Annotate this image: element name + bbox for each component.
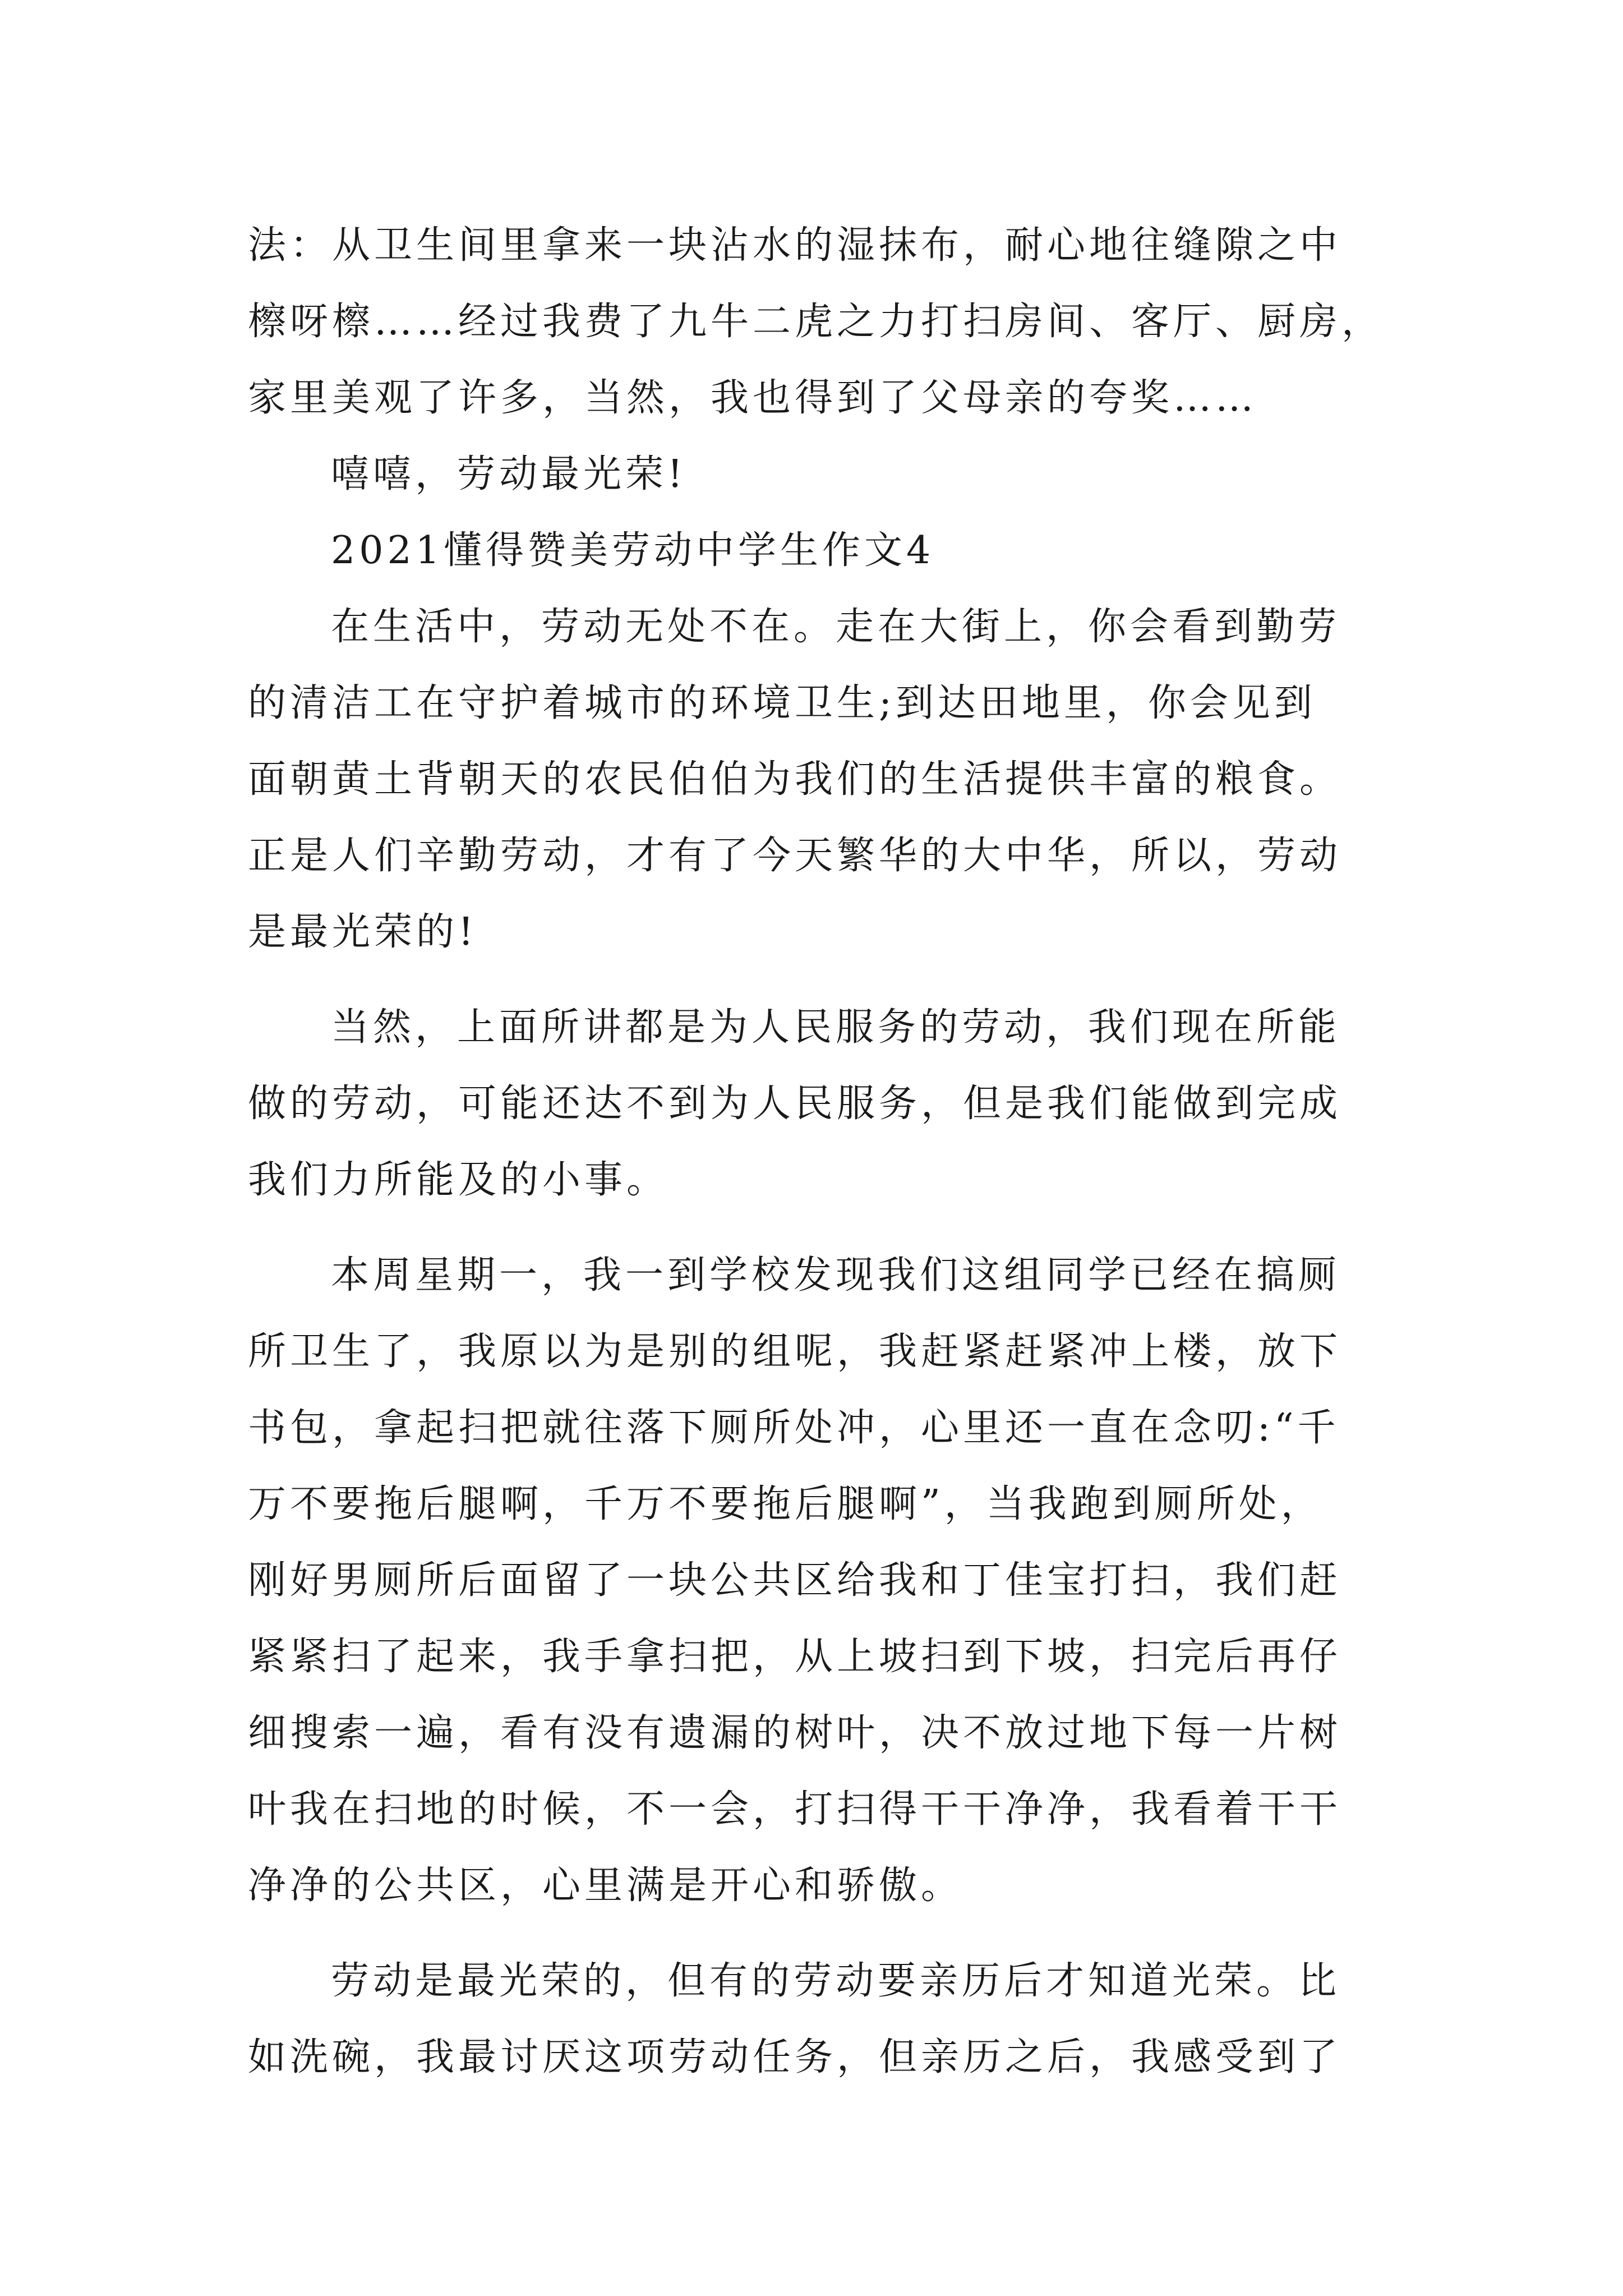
text-line: 我们力所能及的小事。 bbox=[248, 1158, 669, 1202]
document-page bbox=[248, 208, 1392, 2096]
text-line: 净净的公共区，心里满是开心和骄傲。 bbox=[248, 1864, 963, 1908]
text-line: 劳动是最光荣的，但有的劳动要亲历后才知道光荣。比 bbox=[331, 1959, 1341, 2003]
paragraph bbox=[248, 1943, 1392, 2096]
text-line: 法：从卫生间里拿来一块沾水的湿抹布，耐心地往缝隙之中 bbox=[248, 223, 1342, 268]
text-line: 面朝黄土背朝天的农民伯伯为我们的生活提供丰富的粮食。 bbox=[248, 757, 1342, 802]
paragraph-gap bbox=[248, 1218, 1392, 1237]
exclaim-line: 嘻嘻，劳动最光荣! bbox=[331, 452, 687, 496]
paragraph bbox=[248, 589, 1392, 970]
paragraph-gap bbox=[248, 1924, 1392, 1943]
text-line: 当然，上面所讲都是为人民服务的劳动，我们现在所能 bbox=[331, 1005, 1341, 1050]
text-line: 刚好男厕所后面留了一块公共区给我和丁佳宝打扫，我们赶 bbox=[248, 1558, 1342, 1603]
text-line: 细搜索一遍，看有没有遗漏的树叶，决不放过地下每一片树 bbox=[248, 1711, 1342, 1755]
text-line: 万不要拖后腿啊，千万不要拖后腿啊”，当我跑到厕所处， bbox=[248, 1482, 1323, 1526]
text-line: 在生活中，劳动无处不在。走在大街上，你会看到勤劳 bbox=[331, 605, 1341, 649]
text-line: 本周星期一，我一到学校发现我们这组同学已经在搞厕 bbox=[331, 1253, 1341, 1297]
paragraph-gap bbox=[248, 970, 1392, 990]
section-heading: 2021懂得赞美劳动中学生作文4 bbox=[331, 528, 935, 573]
text-line: 所卫生了，我原以为是别的组呢，我赶紧赶紧冲上楼，放下 bbox=[248, 1329, 1342, 1374]
text-line: 紧紧扫了起来，我手拿扫把，从上坡扫到下坡，扫完后再仔 bbox=[248, 1635, 1342, 1679]
text-line: 做的劳动，可能还达不到为人民服务，但是我们能做到完成 bbox=[248, 1082, 1342, 1126]
text-line: 叶我在扫地的时候，不一会，打扫得干干净净，我看着干干 bbox=[248, 1787, 1342, 1832]
text-line: 檫呀檫……经过我费了九牛二虎之力打扫房间、客厅、厨房， bbox=[248, 300, 1384, 344]
paragraph bbox=[248, 990, 1392, 1218]
paragraph bbox=[248, 1237, 1392, 1924]
text-line: 是最光荣的! bbox=[248, 910, 478, 954]
text-line: 的清洁工在守护着城市的环境卫生;到达田地里，你会见到 bbox=[248, 681, 1316, 725]
text-line: 正是人们辛勤劳动，才有了今天繁华的大中华，所以，劳动 bbox=[248, 834, 1342, 878]
text-line: 如洗碗，我最讨厌这项劳动任务，但亲历之后，我感受到了 bbox=[248, 2035, 1342, 2079]
text-line: 书包，拿起扫把就往落下厕所处冲，心里还一直在念叨:“千 bbox=[248, 1406, 1340, 1450]
text-line: 家里美观了许多，当然，我也得到了父母亲的夸奖…… bbox=[248, 376, 1258, 420]
